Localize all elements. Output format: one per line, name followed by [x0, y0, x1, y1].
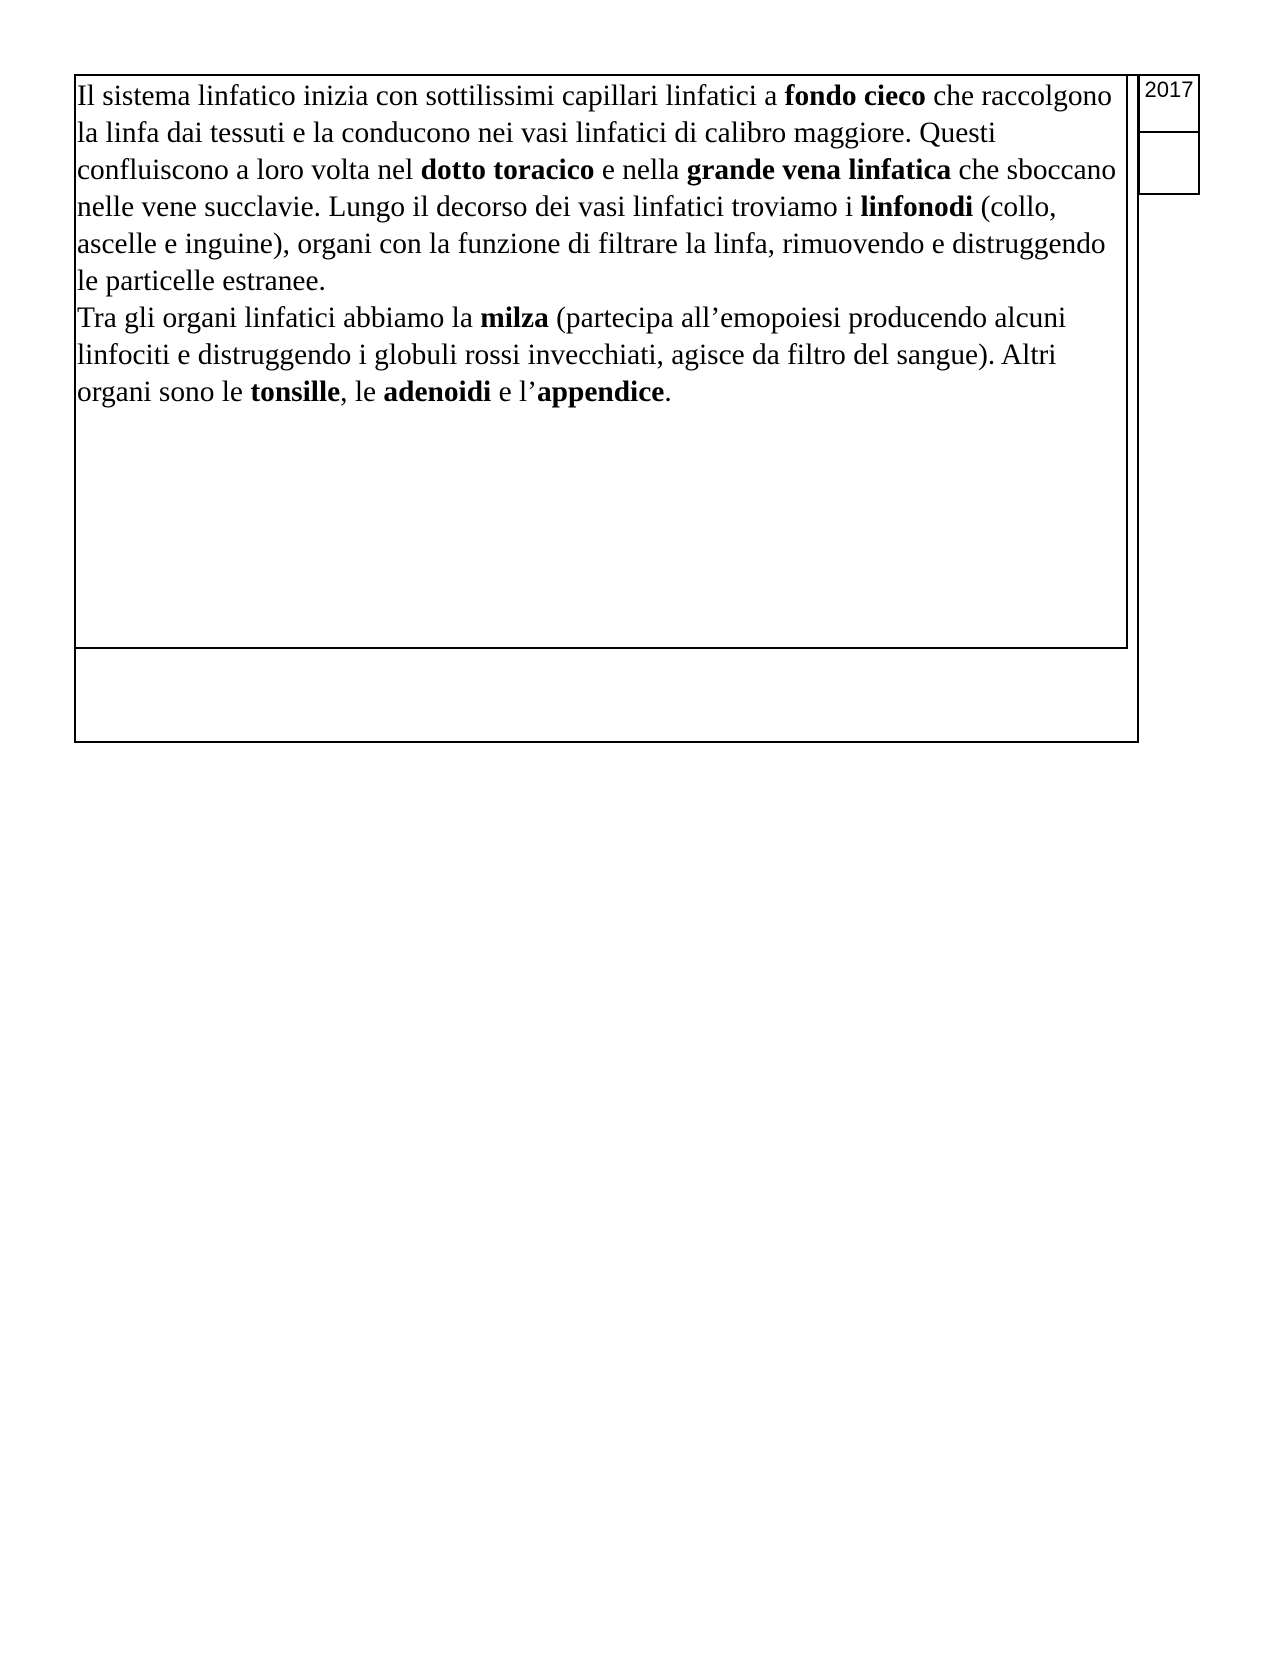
- bold-term-appendice: appendice: [536, 376, 665, 408]
- text-span: .: [664, 376, 672, 408]
- bold-term-tonsille: tonsille: [250, 376, 341, 408]
- text-body: [77, 78, 1123, 411]
- bold-term-milza: milza: [480, 302, 549, 334]
- text-span: Tra gli organi linfatici abbiamo la: [77, 302, 481, 334]
- bold-term-dotto-toracico: dotto toracico: [420, 154, 595, 186]
- paragraph-lymphatic-system: [77, 78, 1123, 300]
- paragraph-lymphatic-organs: [77, 300, 1123, 411]
- text-span: che sboccano nelle vene succlavie. Lungo il decorso dei vasi linfatici troviamo i: [77, 154, 1117, 223]
- year-label: 2017: [1144, 77, 1194, 102]
- text-span: (collo, ascelle e inguine), organi con la funzione di filtrare la linfa, rimuovendo e distruggendo le particelle estranee.: [77, 191, 1106, 297]
- text-span: e nella: [594, 154, 687, 186]
- empty-side-box: [1138, 131, 1200, 195]
- text-span: , le: [340, 376, 384, 408]
- bold-term-linfonodi: linfonodi: [860, 191, 974, 223]
- text-span: (partecipa all’emopoiesi producendo alcuni linfociti e distruggendo i globuli rossi invecchiati, agisce da filtro del sangue). Altri organi sono le: [77, 302, 1067, 408]
- text-span: e l’: [491, 376, 537, 408]
- text-span: Il sistema linfatico inizia con sottilissimi capillari linfatici a: [77, 80, 785, 112]
- text-span: che raccolgono la linfa dai tessuti e la conducono nei vasi linfatici di calibro maggiore. Questi confluiscono a loro volta nel: [77, 80, 1112, 186]
- bold-term-fondo-cieco: fondo cieco: [784, 80, 926, 112]
- bold-term-adenoidi: adenoidi: [383, 376, 492, 408]
- bold-term-grande-vena-linfatica: grande vena linfatica: [686, 154, 952, 186]
